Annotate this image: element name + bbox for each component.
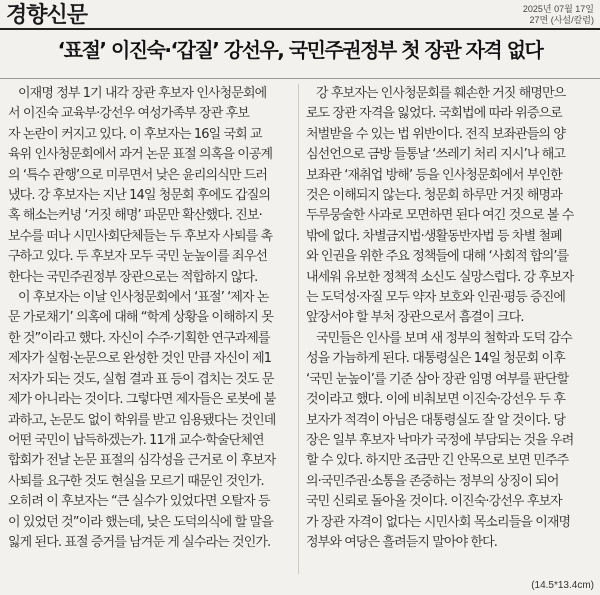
article-line: 두루뭉술한 사과로 모면하면 된다 여긴 것으로 볼 수 [306,208,574,224]
article-line: 잃게 된다. 표절 증거를 남겨둔 게 실수라는 것인가. [8,534,271,550]
article-line: ‘국민 눈높이’를 기준 삼아 장관 임명 여부를 판단할 [306,371,569,387]
article-line: 사퇴를 요구한 것도 현실을 모르기 때문인 것인가. [8,473,264,489]
article-line: 육위 인사청문회에서 과거 논문 표절 의혹을 이공계 [8,147,273,163]
article-line: 와 인권을 위한 주요 정책들에 대해 ‘사회적 합의’를 [306,249,569,265]
article-line: 의 ‘특수 관행’으로 미루면서 낮은 윤리의식만 드러 [8,167,268,183]
issue-date: 2025년 07월 17일 [522,4,594,14]
article-line: 강 후보자는 인사청문회를 훼손한 거짓 해명만으 [316,86,566,101]
article-line: 내세워 유보한 정책적 소신도 실망스럽다. 강 후보자 [306,269,574,285]
headline-block [0,28,600,79]
article-line: 저자가 되는 것도, 실험 결과 표 등이 겹치는 것도 문 [8,371,274,387]
article-line: 의·국민주권·소통을 존중하는 정부의 상징이 되어 [306,473,559,489]
article-line: 제자가 실험·논문으로 완성한 것인 만큼 자신이 제1 [8,351,272,367]
clipping-dimensions: (14.5*13.4cm) [531,580,594,591]
article-line: 것이라고 했다. 이에 비춰보면 이진숙·강선우 두 후 [306,392,566,408]
article-line: 할 수 있다. 하지만 조금만 긴 안목으로 보면 민주주 [306,453,569,469]
article-line: 보자가 적격이 아님은 대통령실도 잘 알 것이다. 당 [306,412,566,428]
article-line: 서 이진숙 교육부·강선우 여성가족부 장관 후보 [8,106,249,122]
article-line: 성을 가늠하게 된다. 대통령실은 14일 청문회 이후 [306,351,565,367]
article-line: 이 있었던 것”이라 했는데, 낮은 도덕의식에 할 말을 [8,514,273,530]
article-column-left [8,84,294,553]
paper-name: 경향신문 [6,3,88,28]
article-line: 가 장관 자격이 없다는 시민사회 목소리들을 이재명 [306,514,571,530]
article-line: 오히려 이 후보자는 “큰 실수가 있었다면 오탈자 등 [8,494,270,510]
article-line: 국민 신뢰로 돌아올 것이다. 이진숙·강선우 후보자 [306,494,562,510]
article-line: 보좌관 ‘재취업 방해’ 등을 인사청문회에서 부인한 [306,167,562,183]
article-line: 자 논란이 커지고 있다. 이 후보자는 16일 국회 교 [8,126,262,142]
article-line: 어떤 국민이 납득하겠는가. 11개 교수·학술단체연 [8,432,264,448]
article-line: 심선언으로 금방 들통날 ‘쓰레기 처리 지시’나 해고 [306,147,566,163]
article-line: 한 것”이라고 했다. 자신이 수주·기획한 연구과제를 [8,330,270,346]
article-line: 밖에 없다. 차별금지법·생활동반자법 등 차별 철폐 [306,228,562,244]
article-line: 로도 장관 자격을 잃었다. 국회법에 따라 위증으로 [306,106,562,122]
article-line: 혹 해소는커녕 ‘거짓 해명’ 파문만 확산했다. 진보· [8,208,262,224]
article-line: 장은 일부 후보자 낙마가 국정에 부담되는 것을 우려 [306,432,574,448]
article-line: 제가 아니라는 것이다. 그렇다면 제자들은 로봇에 불 [8,392,276,408]
issue-page-info: 27면 (사설/칼럼) [529,15,594,25]
headline: ‘표절’ 이진숙·‘갑질’ 강선우, 국민주권정부 첫 장관 자격 없다 [57,38,543,62]
article-line: 것은 이해되지 않는다. 청문회 하루만 거짓 해명과 [306,188,562,204]
column-divider [298,84,299,574]
masthead [0,0,600,28]
article-line: 문 가로채기’ 의혹에 대해 “학계 상황을 이해하지 못 [8,310,273,326]
article-line: 처벌받을 수 있는 법 위반이다. 전직 보좌관들의 양 [306,126,566,142]
article-line: 냈다. 강 후보자는 지난 14일 청문회 후에도 갑질의 [8,188,271,204]
article-line: 이재명 정부 1기 내각 장관 후보자 인사청문회에 [18,86,267,101]
article-line: 앞장서야 할 부처 장관으로서 흠결이 크다. [306,310,524,326]
article-line: 이 후보자는 이날 인사청문회에서 ‘표절’ ‘제자 논 [18,290,269,306]
article-line: 한다는 국민주권정부 장관으로는 적합하지 않다. [8,269,258,285]
article-column-right [306,84,592,553]
article-line: 합회가 전날 논문 표절의 심각성을 근거로 이 후보자 [8,453,276,469]
article-line: 과하고, 논문도 없이 학위를 받고 임용됐다는 것인데 [8,412,276,428]
article-line: 정부와 여당은 흘려듣지 말아야 한다. [306,534,498,550]
article-line: 보수를 떠나 시민사회단체들는 두 후보자 사퇴를 촉 [8,228,273,244]
article-line: 는 도덕성·자질 모두 약자 보호와 인권·평등 증진에 [306,290,566,306]
article-line: 국민들은 인사를 보며 새 정부의 철학과 도덕 감수 [316,330,572,346]
article-line: 구하고 있다. 두 후보자 모두 국민 눈높이를 죄우선 [8,249,268,265]
